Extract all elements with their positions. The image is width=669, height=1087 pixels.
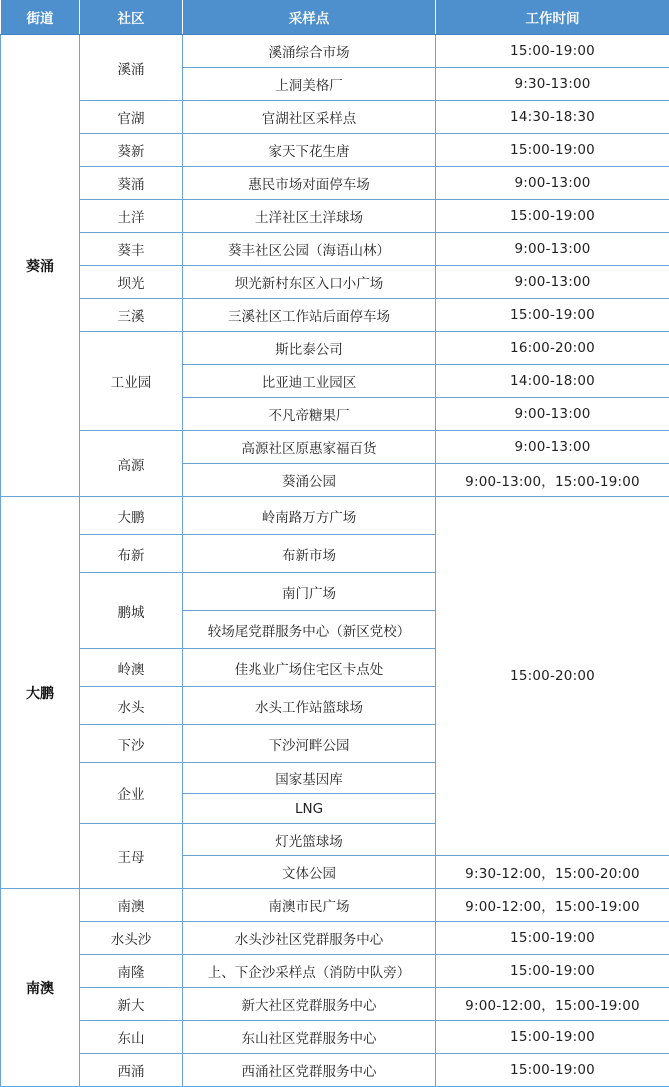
site-cell: 布新市场: [183, 535, 436, 573]
header-community: 社区: [80, 0, 183, 35]
table-row: [1, 922, 669, 955]
time-cell: 9:30-12:00，15:00-20:00: [436, 856, 669, 889]
site-cell: 不凡帝糖果厂: [183, 398, 436, 431]
site-cell: 比亚迪工业园区: [183, 365, 436, 398]
time-cell: 9:00-12:00，15:00-19:00: [436, 988, 669, 1021]
street-cell: 大鹏: [1, 497, 80, 889]
site-cell: LNG: [183, 794, 436, 824]
time-cell: 15:00-19:00: [436, 922, 669, 955]
community-cell: 土洋: [80, 200, 183, 233]
site-cell: 惠民市场对面停车场: [183, 167, 436, 200]
site-cell: 水头工作站篮球场: [183, 687, 436, 725]
time-cell: 9:00-13:00: [436, 398, 669, 431]
header-site: 采样点: [183, 0, 436, 35]
community-cell: 西涌: [80, 1054, 183, 1087]
table-row: [1, 101, 669, 134]
community-cell: 水头: [80, 687, 183, 725]
community-cell: 布新: [80, 535, 183, 573]
street-cell: 葵涌: [1, 35, 80, 497]
site-cell: 葵涌公园: [183, 464, 436, 497]
time-cell: 15:00-19:00: [436, 1054, 669, 1087]
table-row: [1, 167, 669, 200]
site-cell: 文体公园: [183, 856, 436, 889]
table-row: [1, 988, 669, 1021]
site-cell: 葵丰社区公园（海语山林）: [183, 233, 436, 266]
time-cell: 9:00-13:00: [436, 167, 669, 200]
site-cell: 下沙河畔公园: [183, 725, 436, 763]
site-cell: 南澳市民广场: [183, 889, 436, 922]
site-cell: 上洞美格厂: [183, 68, 436, 101]
time-cell: 9:00-13:00: [436, 431, 669, 464]
time-cell: 9:30-13:00: [436, 68, 669, 101]
table-row: [1, 497, 669, 535]
community-cell: 溪涌: [80, 35, 183, 101]
community-cell: 南隆: [80, 955, 183, 988]
time-cell: 15:00-19:00: [436, 35, 669, 68]
table-row: [1, 955, 669, 988]
community-cell: 三溪: [80, 299, 183, 332]
time-cell: 16:00-20:00: [436, 332, 669, 365]
site-cell: 南门广场: [183, 573, 436, 611]
site-cell: 高源社区原惠家福百货: [183, 431, 436, 464]
street-cell: 南澳: [1, 889, 80, 1087]
table-row: [1, 299, 669, 332]
community-cell: 水头沙: [80, 922, 183, 955]
table-row: [1, 1021, 669, 1054]
site-cell: 灯光篮球场: [183, 824, 436, 856]
site-cell: 水头沙社区党群服务中心: [183, 922, 436, 955]
time-cell: 9:00-13:00，15:00-19:00: [436, 464, 669, 497]
site-cell: 溪涌综合市场: [183, 35, 436, 68]
site-cell: 土洋社区土洋球场: [183, 200, 436, 233]
time-cell: 15:00-19:00: [436, 955, 669, 988]
header-time: 工作时间: [436, 0, 669, 35]
time-cell: 15:00-19:00: [436, 299, 669, 332]
table-row: [1, 1054, 669, 1087]
site-cell: 西涌社区党群服务中心: [183, 1054, 436, 1087]
table-row: [1, 200, 669, 233]
community-cell: 高源: [80, 431, 183, 497]
community-cell: 鹏城: [80, 573, 183, 649]
site-cell: 国家基因库: [183, 763, 436, 794]
site-cell: 佳兆业广场住宅区卡点处: [183, 649, 436, 687]
table-row: [1, 266, 669, 299]
site-cell: 斯比泰公司: [183, 332, 436, 365]
community-cell: 葵丰: [80, 233, 183, 266]
table-row: [1, 134, 669, 167]
community-cell: 坝光: [80, 266, 183, 299]
table-row: [1, 431, 669, 464]
site-cell: 新大社区党群服务中心: [183, 988, 436, 1021]
community-cell: 葵涌: [80, 167, 183, 200]
community-cell: 企业: [80, 763, 183, 824]
site-cell: 岭南路万方广场: [183, 497, 436, 535]
community-cell: 官湖: [80, 101, 183, 134]
time-cell: 9:00-12:00，15:00-19:00: [436, 889, 669, 922]
time-cell: 14:30-18:30: [436, 101, 669, 134]
community-cell: 下沙: [80, 725, 183, 763]
table-row: [1, 332, 669, 365]
table-row: [1, 35, 669, 68]
header-street: 街道: [1, 0, 80, 35]
table-header-row: [1, 0, 669, 35]
site-cell: 家天下花生唐: [183, 134, 436, 167]
time-cell: 15:00-19:00: [436, 1021, 669, 1054]
site-cell: 上、下企沙采样点（消防中队旁）: [183, 955, 436, 988]
table-row: [1, 889, 669, 922]
community-cell: 新大: [80, 988, 183, 1021]
time-cell: 9:00-13:00: [436, 266, 669, 299]
time-cell: 15:00-19:00: [436, 134, 669, 167]
site-cell: 东山社区党群服务中心: [183, 1021, 436, 1054]
community-cell: 王母: [80, 824, 183, 889]
community-cell: 岭澳: [80, 649, 183, 687]
community-cell: 工业园: [80, 332, 183, 431]
site-cell: 官湖社区采样点: [183, 101, 436, 134]
time-cell: 15:00-20:00: [436, 497, 669, 856]
site-cell: 坝光新村东区入口小广场: [183, 266, 436, 299]
time-cell: 15:00-19:00: [436, 200, 669, 233]
site-cell: 较场尾党群服务中心（新区党校）: [183, 611, 436, 649]
community-cell: 南澳: [80, 889, 183, 922]
time-cell: 9:00-13:00: [436, 233, 669, 266]
site-cell: 三溪社区工作站后面停车场: [183, 299, 436, 332]
community-cell: 东山: [80, 1021, 183, 1054]
table-row: [1, 233, 669, 266]
community-cell: 葵新: [80, 134, 183, 167]
time-cell: 14:00-18:00: [436, 365, 669, 398]
community-cell: 大鹏: [80, 497, 183, 535]
